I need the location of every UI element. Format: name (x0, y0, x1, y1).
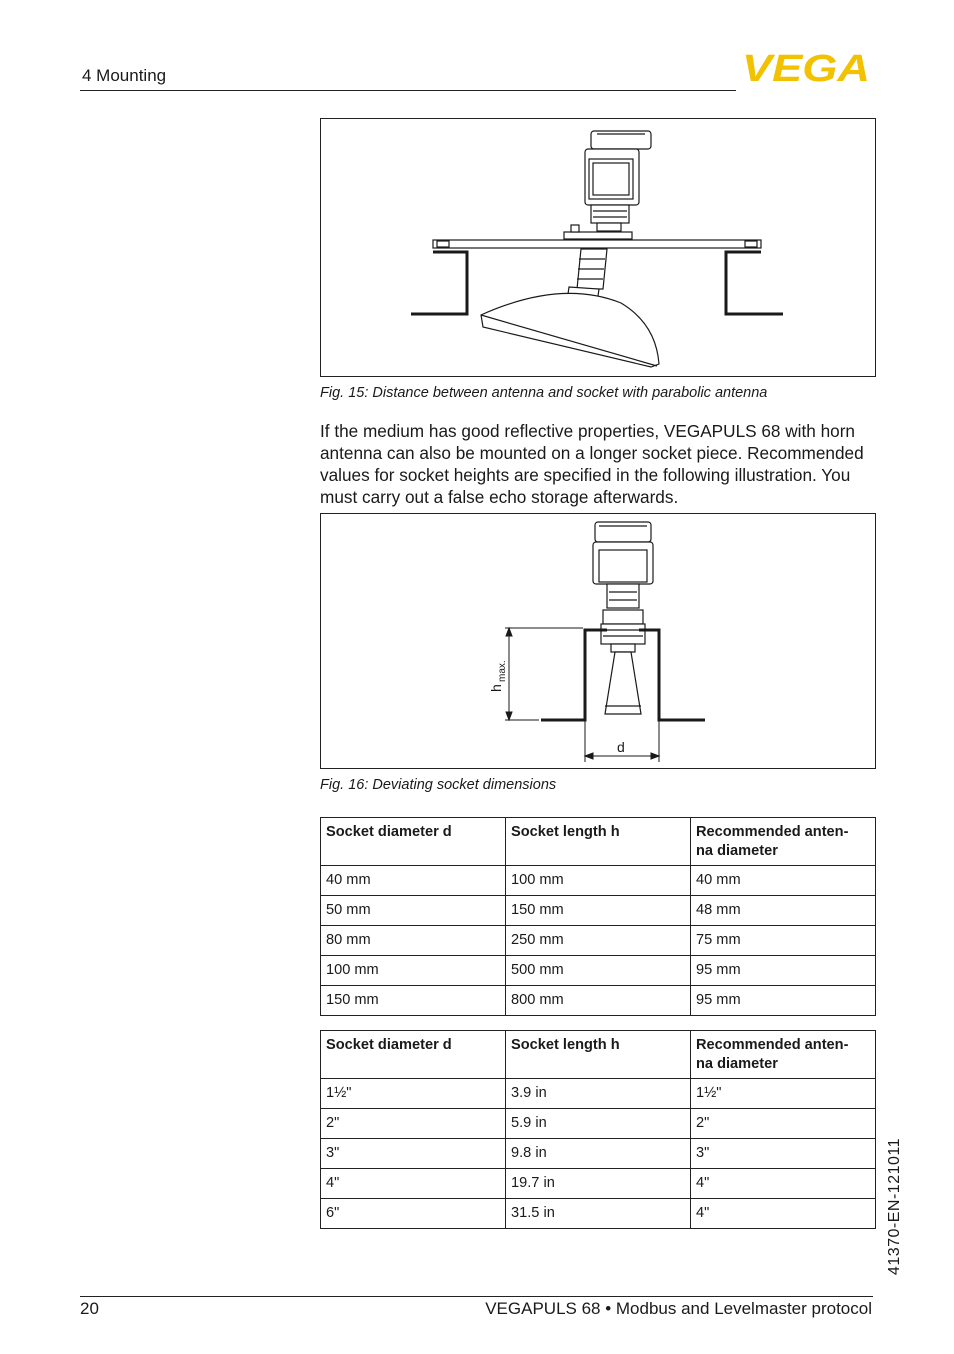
table-cell: 150 mm (506, 896, 691, 926)
figure-16-caption: Fig. 16: Deviating socket dimensions (320, 777, 557, 793)
table-row (321, 956, 876, 986)
document-number: 41370-EN-121011 (886, 1138, 903, 1276)
table-row (321, 866, 876, 896)
table-cell: 100 mm (506, 866, 691, 896)
table-cell: 800 mm (506, 986, 691, 1016)
table-cell: 80 mm (321, 926, 506, 956)
table-row (321, 896, 876, 926)
vega-logo (742, 50, 872, 84)
table-cell: 19.7 in (506, 1169, 691, 1199)
table-header-row (321, 818, 876, 866)
parabolic-antenna-drawing (321, 119, 875, 376)
table-cell: 3.9 in (506, 1079, 691, 1109)
table-row (321, 1199, 876, 1229)
header-socket-length: Socket length h (506, 1031, 691, 1079)
table-cell: 95 mm (691, 956, 876, 986)
table-cell: 5.9 in (506, 1109, 691, 1139)
h-max-label: h (488, 684, 504, 692)
page-number: 20 (80, 1299, 99, 1318)
table-cell: 100 mm (321, 956, 506, 986)
table-cell: 150 mm (321, 986, 506, 1016)
table-cell: 40 mm (321, 866, 506, 896)
header-socket-diameter: Socket diameter d (321, 1031, 506, 1079)
header-socket-diameter: Socket diameter d (321, 818, 506, 866)
table-cell: 2" (321, 1109, 506, 1139)
table-cell: 1½" (691, 1079, 876, 1109)
header-antenna-diameter: Recommended anten- na diameter (691, 818, 876, 866)
socket-table-metric (320, 817, 876, 1016)
table-cell: 50 mm (321, 896, 506, 926)
table-row (321, 1109, 876, 1139)
table-row (321, 986, 876, 1016)
table-row (321, 1139, 876, 1169)
horn-antenna-drawing (321, 514, 875, 768)
body-paragraph: If the medium has good reflective properties, VEGAPULS 68 with horn antenna can also be mounted on a longer socket piece. Recommended values for socket heights are specified in the following illustration. You must carry out a false echo storage afterwards. (320, 421, 864, 507)
table-cell: 1½" (321, 1079, 506, 1109)
header-antenna-diameter: Recommended anten- na diameter (691, 1031, 876, 1079)
table-cell: 250 mm (506, 926, 691, 956)
table-cell: 2" (691, 1109, 876, 1139)
table-cell: 31.5 in (506, 1199, 691, 1229)
table-cell: 4" (321, 1169, 506, 1199)
table-cell: 40 mm (691, 866, 876, 896)
figure-15-parabolic-antenna (320, 118, 876, 377)
header-socket-length: Socket length h (506, 818, 691, 866)
table-header-row (321, 1031, 876, 1079)
footer-title: VEGAPULS 68 • Modbus and Levelmaster protocol (485, 1299, 872, 1318)
h-max-subscript: max. (497, 660, 508, 682)
header-rule (80, 90, 736, 91)
table-cell: 6" (321, 1199, 506, 1229)
table-row (321, 1079, 876, 1109)
figure-16-socket-dimensions (320, 513, 876, 769)
table-cell: 75 mm (691, 926, 876, 956)
vega-logo-text: VEGA (742, 50, 870, 84)
table-cell: 4" (691, 1199, 876, 1229)
table-cell: 4" (691, 1169, 876, 1199)
table-row (321, 926, 876, 956)
d-label: d (617, 739, 625, 755)
table-cell: 3" (691, 1139, 876, 1169)
section-header: 4 Mounting (82, 66, 167, 85)
table-cell: 48 mm (691, 896, 876, 926)
table-cell: 95 mm (691, 986, 876, 1016)
footer-rule (80, 1296, 873, 1297)
table-cell: 500 mm (506, 956, 691, 986)
table-cell: 3" (321, 1139, 506, 1169)
table-cell: 9.8 in (506, 1139, 691, 1169)
figure-15-caption: Fig. 15: Distance between antenna and socket with parabolic antenna (320, 385, 768, 401)
table-row (321, 1169, 876, 1199)
socket-table-imperial (320, 1030, 876, 1229)
